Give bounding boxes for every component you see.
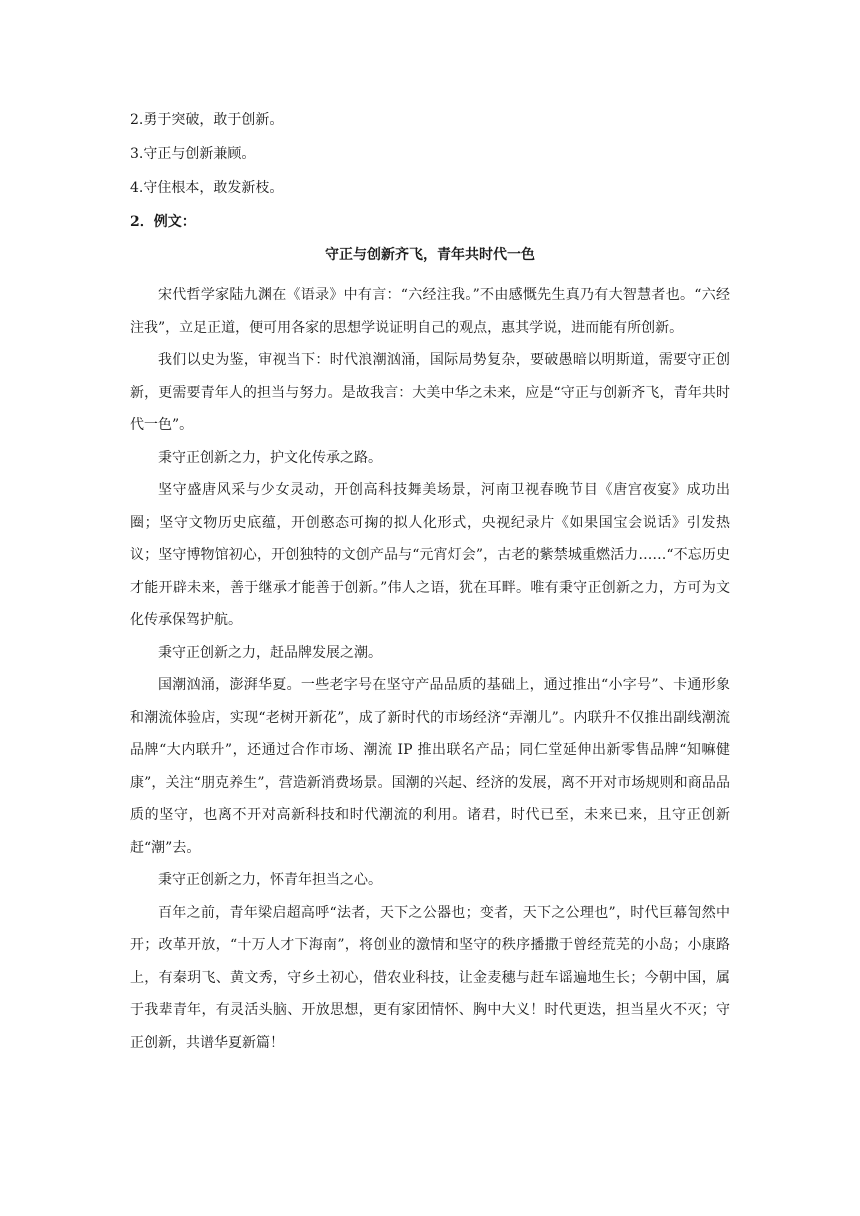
essay-title: 守正与创新齐飞，青年共时代一色 (325, 247, 535, 263)
essay-paragraph: 秉守正创新之力，护文化传承之路。 (158, 449, 382, 466)
example-heading: 2．例文： (130, 214, 196, 230)
essay-paragraph: 秉守正创新之力，怀青年担当之心。 (158, 872, 382, 888)
list-item-3: 3.守正与创新兼顾。 (130, 146, 256, 162)
essay-paragraph: 百年之前，青年梁启超高呼“法者，天下之公器也；变者，天下之公理也”，时代巨幕訇然中开；改革开放，“十万人才下海南”，将创业的激情和坚守的秩序播撒于曾经荒芜的小岛；小康路上，有秦玥飞、黄文秀，守乡土初心，借农业科技，让金麦穗与赶车谣遍地生长；今朝中国，属于我辈青年，有灵活头脑、开放思想，更有家团情怀、胸中大义！时代更迭，担当星火不灭；守正创新，共谱华夏新篇！ (130, 904, 730, 1051)
list-item-2: 2.勇于突破，敢于创新。 (130, 112, 284, 128)
essay-paragraph: 秉守正创新之力，赶品牌发展之潮。 (158, 644, 382, 661)
essay-paragraph: 宋代哲学家陆九渊在《语录》中有言：“六经注我。”不由感慨先生真乃有大智慧者也。“六经注我”，立足正道，便可用各家的思想学说证明自己的观点，惠其学说，进而能有所创新。 (130, 287, 730, 336)
document-page (130, 110, 730, 1059)
essay-paragraph: 我们以史为鉴，审视当下：时代浪潮汹涌，国际局势复杂，要破愚暗以明斯道，需要守正创新，更需要青年人的担当与努力。是故我言：大美中华之未来，应是“守正与创新齐飞，青年共时代一色”。 (130, 352, 730, 433)
essay-paragraph: 国潮汹涌，澎湃华夏。一些老字号在坚守产品品质的基础上，通过推出“小字号”、卡通形象和潮流体验店，实现“老树开新花”，成了新时代的市场经济“弄潮儿”。内联升不仅推出副线潮流品牌“大内联升”，还通过合作市场、潮流 IP 推出联名产品；同仁堂延伸出新零售品牌“知嘛健康”，关注“朋克养生”，营造新消费场景。国潮的兴起、经济的发展，离不开对市场规则和商品品质的坚守，也离不开对高新科技和时代潮流的利用。诸君，时代已至，未来已来，且守正创新赶“潮”去。 (130, 677, 730, 856)
essay-paragraph: 坚守盛唐风采与少女灵动，开创高科技舞美场景，河南卫视春晚节目《唐宫夜宴》成功出圈；坚守文物历史底蕴，开创憨态可掬的拟人化形式，央视纪录片《如果国宝会说话》引发热议；坚守博物馆初心，开创独特的文创产品与“元宵灯会”，古老的紫禁城重燃活力……“不忘历史才能开辟未来，善于继承才能善于创新。”伟人之语，犹在耳畔。唯有秉守正创新之力，方可为文化传承保驾护航。 (130, 482, 730, 628)
list-item-4: 4.守住根本，敢发新枝。 (130, 180, 284, 196)
